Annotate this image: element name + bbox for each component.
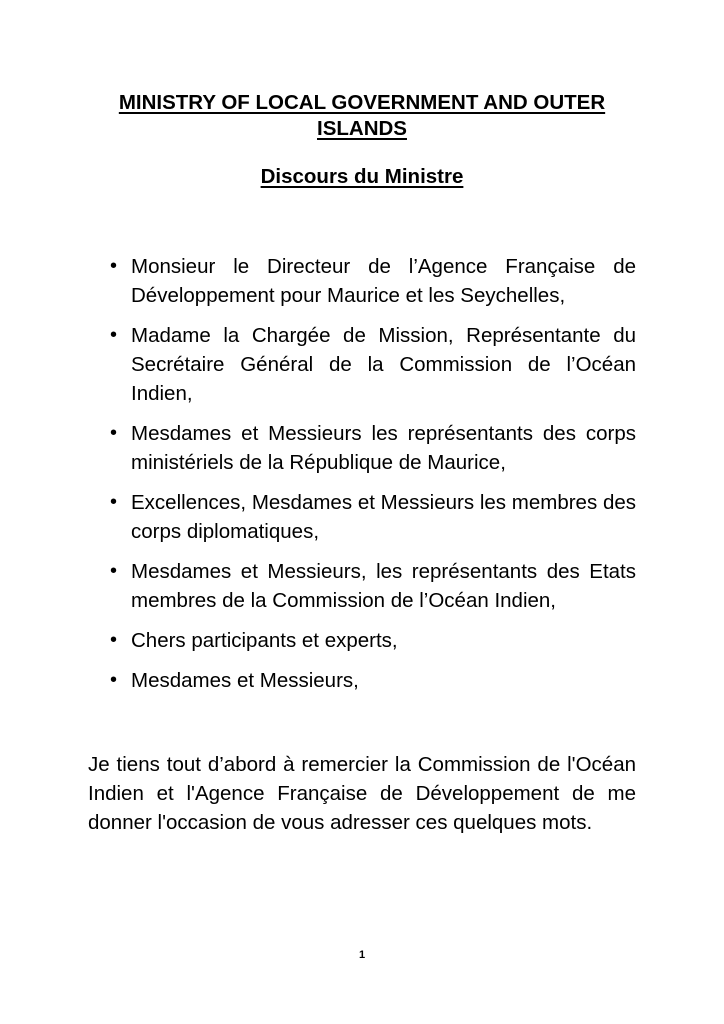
salutation-item [0, 252, 636, 310]
page-number: 1 [358, 949, 366, 961]
ministry-title-line2: ISLANDS [317, 117, 407, 140]
salutation-text: Mesdames et Messieurs les représentants des corps ministériels de la République de Maurice, [131, 422, 636, 474]
salutation-item [0, 666, 636, 695]
salutation-text: Mesdames et Messieurs, [131, 669, 359, 692]
salutation-item [0, 626, 636, 655]
ministry-title [88, 90, 636, 142]
bullet-icon: • [110, 324, 118, 346]
speech-title: Discours du Ministre [260, 165, 464, 188]
bullet-icon: • [110, 669, 118, 691]
bullet-icon: • [110, 422, 118, 444]
salutation-item [0, 488, 636, 546]
bullet-icon: • [110, 255, 118, 277]
salutation-text: Madame la Chargée de Mission, Représentante du Secrétaire Général de la Commission de l’Océan Indien, [131, 324, 636, 405]
salutation-text: Monsieur le Directeur de l’Agence Française de Développement pour Maurice et les Seychelles, [131, 255, 636, 307]
ministry-title-line1: MINISTRY OF LOCAL GOVERNMENT AND OUTER [118, 91, 606, 114]
salutation-item [0, 321, 636, 408]
opening-paragraph: Je tiens tout d’abord à remercier la Commission de l'Océan Indien et l'Agence Française de Développement de me donner l'occasion de vous adresser ces quelques mots. [88, 753, 636, 834]
salutation-item [0, 557, 636, 615]
salutation-text: Chers participants et experts, [131, 629, 398, 652]
salutation-list [0, 252, 724, 706]
salutation-item [0, 419, 636, 477]
salutation-text: Mesdames et Messieurs, les représentants des Etats membres de la Commission de l’Océan Indien, [131, 560, 636, 612]
bullet-icon: • [110, 629, 118, 651]
bullet-icon: • [110, 491, 118, 513]
salutation-text: Excellences, Mesdames et Messieurs les membres des corps diplomatiques, [131, 491, 636, 543]
bullet-icon: • [110, 560, 118, 582]
